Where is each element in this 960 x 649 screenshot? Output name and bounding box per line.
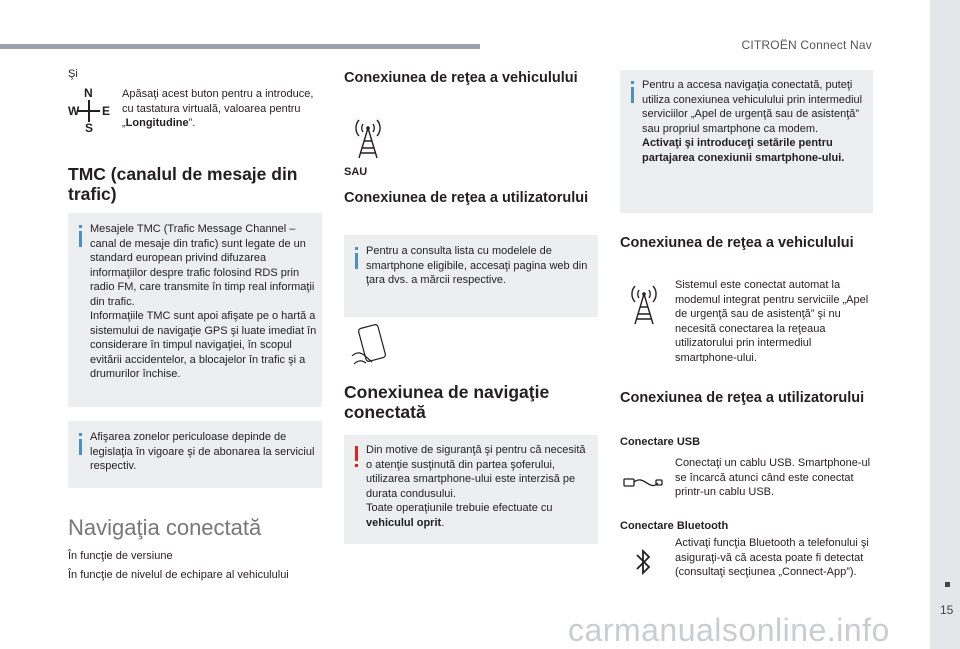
vehicle-net-title-2: Conexiunea de reţea a vehiculului [620,235,854,251]
si-label: Şi [68,68,78,80]
equipment-note: În funcţie de nivelul de echipare al vehiculului [68,569,289,581]
tmc-info-box [68,213,322,407]
brand-title: CITROËN Connect Nav [741,38,872,52]
modem-info-box [620,70,873,213]
bluetooth-icon [632,546,654,578]
bluetooth-text: Activaţi funcţia Bluetooth a telefonului şi asiguraţi-vă că acesta poate fi detectat (consultaţi secţiunea „Connect-App”). [675,537,869,578]
modem-info-text: Pentru a accesa navigaţia conectată, puteţi utiliza conexiunea vehiculului prin intermediul serviciilor „Apel de urgenţă sau de asistenţă” sau propriul smartphone ca modem. Activaţi şi introduceţi setările pentru partajarea conexiunii smartphone-ului. [642,79,863,164]
warning-icon [355,446,358,461]
bluetooth-title: Conectare Bluetooth [620,520,729,532]
danger-info-text: Afişarea zonelor periculoase depinde de legislaţia în vigoare şi de abonarea la serviciul respectiv. [90,431,315,472]
user-net-info-box [344,235,598,317]
user-net-title: Conexiunea de reţea a utilizatorului [344,190,589,206]
warning-box [344,435,598,544]
side-strip [930,0,960,649]
info-icon [355,253,358,269]
usb-text: Conectaţi un cablu USB. Smartphone-ul se încarcă atunci când este conectat printr-un cablu USB. [675,457,871,498]
or-label: SAU [344,166,368,178]
compass-w: W [68,104,80,118]
usb-title: Conectare USB [620,436,701,448]
usb-cable-icon [622,470,664,496]
smartphone-hand-icon [348,322,394,368]
user-net-info-text: Pentru a consulta lista cu modelele de smartphone eligibile, accesaţi pagina web din ţara dvs. a mărcii respective. [366,245,588,286]
user-net-title-2: Conexiunea de reţea a utilizatorului [620,390,865,406]
connected-nav-heading: Navigaţia conectată [68,515,262,540]
compass-n: N [84,86,93,100]
vehicle-net-title: Conexiunea de reţea a vehiculului [344,70,578,86]
info-icon [631,87,634,103]
tmc-info-text: Mesajele TMC (Trafic Message Channel – canal de mesaje din trafic) sunt legate de un standard european privind difuzarea informaţiilor despre trafic folosind RDS prin radio FM, care transmite în timp real informaţii din trafic. Informaţiile TMC sunt apoi afişate pe o hartă a sistemului de navigaţie GPS şi luate imediat în considerare în timpul navigaţiei, în scopul evitării accidentelor, a blocajelor în trafic şi a drumurilor închise. [90,223,317,380]
warning-text: Din motive de siguranţă şi pentru că necesită o atenţie susţinută din partea şoferului, utilizarea smartphone-ului este interzisă pe durata condusului. Toate operaţiunile trebuie efectuate cu vehiculul oprit. [366,444,586,529]
compass-s: S [85,121,94,135]
continue-marker [945,582,950,587]
info-icon [79,231,82,247]
compass-description: Apăsaţi acest buton pentru a introduce, cu tastatura virtuală, valoarea pentru „Longitudine”. [122,88,314,129]
antenna-icon [350,116,386,160]
info-icon [79,439,82,455]
tmc-title: TMC (canalul de mesaje din trafic) [68,164,298,204]
watermark: carmanualsonline.info [568,612,890,648]
antenna-icon [626,282,662,326]
compass-icon [66,88,112,134]
vehicle-net-text: Sistemul este conectat automat la modemul integrat pentru serviciile „Apel de urgenţă sau de asistenţă” şi nu necesită conectarea la reţeaua utilizatorului prin intermediul smartphone-ului. [675,279,869,364]
page-number: 15 [940,603,954,617]
header-rule [0,44,480,49]
connected-nav-title: Conexiunea de navigaţie conectată [344,382,550,422]
version-note: În funcţie de versiune [68,550,173,562]
danger-info-box [68,421,322,488]
compass-e: E [102,104,111,118]
